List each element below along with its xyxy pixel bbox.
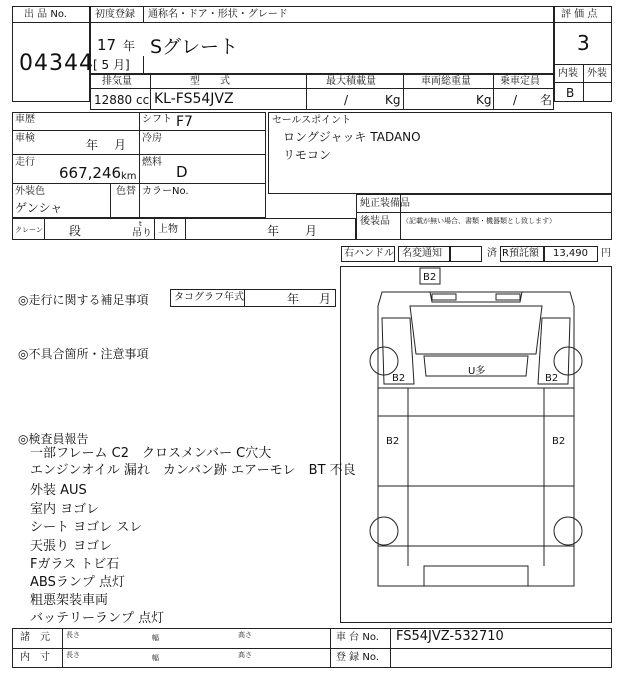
aftermarket-label: 後装品 <box>360 216 390 227</box>
crane-stage: 段 <box>69 224 82 238</box>
displacement-label: 排気量 <box>102 76 132 87</box>
damage-mark-left-body: B2 <box>386 436 400 447</box>
max-load-label: 最大積載量 <box>326 76 376 87</box>
inspection-year-unit: 年 <box>86 138 99 152</box>
sales-point-2: リモコン <box>283 148 332 162</box>
lot-number-label: 出 品 No. <box>24 9 67 20</box>
rear-left-wheel <box>370 517 398 545</box>
roof-marker <box>432 294 456 300</box>
deck-month-unit: 月 <box>305 224 318 238</box>
tachograph-year-unit: 年 <box>287 292 300 306</box>
report-line-8: ABSランプ 点灯 <box>30 575 125 590</box>
report-line-6: 天張り ヨゴレ <box>30 539 113 554</box>
capacity-unit: 名 <box>540 93 553 107</box>
right-hand-label: 右ハンドル <box>344 248 394 259</box>
mileage-label: 走行 <box>15 157 35 168</box>
rear-right-wheel <box>554 517 582 545</box>
chassis-number-label: 車 台 No. <box>336 632 379 643</box>
interior-dimensions-label: 内 寸 <box>20 652 50 663</box>
inspection-label: 車検 <box>15 133 35 144</box>
report-line-2: エンジンオイル 漏れ カンバン跡 エアーモレ BT 不良 <box>30 463 356 478</box>
report-line-7: Fガラス トビ石 <box>30 557 120 572</box>
report-line-1: 一部フレーム C2 クロスメンバー C穴大 <box>30 446 272 461</box>
ac-label: 冷房 <box>142 133 162 144</box>
genuine-equipment-label: 純正装備品 <box>360 198 410 209</box>
model-code: KL-FS54JVZ <box>154 91 234 107</box>
interior-label: 内装 <box>558 68 578 79</box>
interior-width-label: 幅 <box>152 654 159 662</box>
crane-lift: 吊り <box>132 228 152 239</box>
deck-label: 上物 <box>158 224 178 235</box>
shift-label: シフト <box>142 114 172 125</box>
sales-point-1: ロングジャッキ TADANO <box>283 130 421 144</box>
report-line-4: 室内 ヨゴレ <box>30 502 100 517</box>
first-registration-label: 初度登録 <box>95 9 135 20</box>
model-code-label: 型 式 <box>190 76 230 87</box>
name-change-label: 名変通知 <box>402 248 442 259</box>
registration-year: 17 <box>97 36 117 54</box>
color-number-label: カラーNo. <box>142 186 189 197</box>
height-label: 高さ <box>238 631 252 639</box>
mileage: 667,246 <box>59 164 122 182</box>
fuel-value: D <box>176 163 188 181</box>
exterior-label: 外装 <box>587 68 607 79</box>
registration-number-label: 登 録 No. <box>336 652 379 663</box>
lot-number: 04344 <box>19 51 94 76</box>
frame-outline <box>378 388 574 586</box>
sales-point-label: セールスポイント <box>272 115 352 126</box>
color-value: ゲンシャ <box>15 201 63 215</box>
report-line-10: バッテリーランプ 点灯 <box>30 611 165 626</box>
grade: Sグレート <box>150 36 239 58</box>
interior-height-label: 高さ <box>238 651 252 659</box>
shift-value: F7 <box>176 114 193 130</box>
length-label: 長さ <box>66 631 80 639</box>
color-label: 外装色 <box>15 186 45 197</box>
capacity-label: 乗車定員 <box>500 76 540 87</box>
report-line-3: 外装 AUS <box>30 483 87 498</box>
max-load-separator: / <box>344 93 349 107</box>
supplement-heading: ◎走行に関する補足事項 <box>18 293 149 307</box>
evaluation-score: 3 <box>577 31 590 55</box>
tachograph-month-unit: 月 <box>319 292 332 306</box>
rear-step <box>424 566 528 586</box>
damage-mark-right-front: B2 <box>545 373 559 384</box>
damage-mark-cab: U多 <box>468 366 486 377</box>
crane-ton-unit: t <box>139 220 142 228</box>
displacement: 12880 cc <box>94 93 150 107</box>
history-label: 車歴 <box>15 114 35 125</box>
chassis-number: FS54JVZ-532710 <box>396 629 504 644</box>
aftermarket-note: （記載が無い場合、書類・機器類とし致します） <box>402 217 556 225</box>
report-line-5: シート ヨゴレ スレ <box>30 520 143 535</box>
windshield <box>410 306 542 354</box>
damage-mark-right-body: B2 <box>552 436 566 447</box>
recycle-label: R預託額 <box>502 248 539 259</box>
name-change-checkbox <box>450 246 482 262</box>
registration-month: [ 5 月] <box>93 58 130 72</box>
inspection-month-unit: 月 <box>114 138 127 152</box>
crane-label: クレーン <box>15 226 43 234</box>
fuel-label: 燃料 <box>142 157 162 168</box>
mileage-unit: km <box>121 171 137 182</box>
recycle-value: 13,490 <box>553 248 588 259</box>
report-line-9: 粗悪架装車両 <box>30 593 109 608</box>
gross-weight-label: 車両総重量 <box>421 76 471 87</box>
recycle-prefix: 済 <box>487 248 497 259</box>
color-change-label: 色替 <box>116 186 136 197</box>
deck-year-unit: 年 <box>267 224 280 238</box>
truck-diagram <box>340 266 612 623</box>
capacity-separator: / <box>513 93 518 107</box>
recycle-unit: 円 <box>601 248 611 259</box>
inspector-heading: ◎検査員報告 <box>18 432 89 446</box>
interior-length-label: 長さ <box>66 651 80 659</box>
interior-score: B <box>566 86 575 100</box>
damage-mark-front: B2 <box>423 272 437 283</box>
damage-mark-left-front: B2 <box>392 373 406 384</box>
max-load-unit: Kg <box>385 93 401 107</box>
defects-heading: ◎不具合箇所・注意事項 <box>18 347 149 361</box>
model-name-label: 通称名・ドア・形状・グレード <box>148 9 288 20</box>
dimensions-label: 諸 元 <box>20 632 50 643</box>
score-label: 評 価 点 <box>561 9 598 20</box>
tachograph-label: タコグラフ年式 <box>174 292 244 303</box>
width-label: 幅 <box>152 634 159 642</box>
gross-weight-unit: Kg <box>476 93 492 107</box>
year-unit: 年 <box>123 39 136 53</box>
roof-marker-2 <box>496 294 520 300</box>
